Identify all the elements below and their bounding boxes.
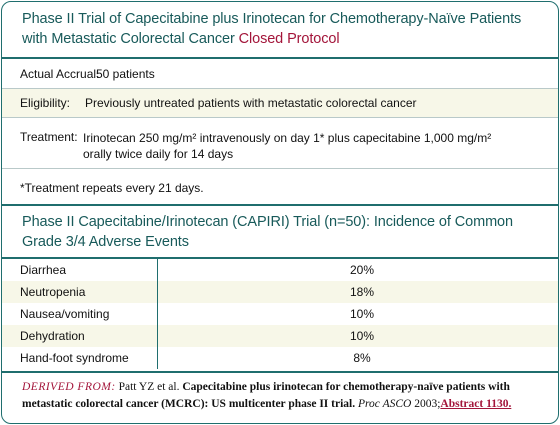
accrual-row: [2, 59, 558, 88]
accrual-value: 50 patients: [96, 67, 155, 81]
event-percent: 18%: [349, 285, 375, 299]
citation-article: Capecitabine plus irinotecan for chemotherapy-naïve patients with metastatic colorectal cancer (MCRC): US multicenter phase II trial.: [22, 381, 510, 410]
treatment-row: [2, 118, 558, 168]
table-bottom-rule: [2, 371, 558, 373]
treatment-label: Treatment:: [20, 130, 78, 144]
treatment-footnote: *Treatment repeats every 21 days.: [20, 181, 204, 195]
accrual-label: Actual Accrual:: [20, 67, 100, 81]
event-name: Neutropenia: [20, 285, 86, 299]
event-name: Hand-foot syndrome: [20, 351, 129, 365]
event-percent: 10%: [349, 307, 375, 321]
event-percent: 20%: [349, 263, 375, 277]
eligibility-label: Eligibility:: [20, 96, 71, 110]
citation-year: 2003;: [414, 398, 441, 410]
section-divider: [2, 204, 558, 206]
table-row: [2, 281, 558, 303]
trial-title: Phase II Trial of Capecitabine plus Irinotecan for Chemotherapy-Naïve Patients with Metastatic Colorectal Cancer: [22, 11, 522, 47]
event-name: Nausea/vomiting: [20, 307, 110, 321]
table-column-divider: [157, 259, 158, 369]
table-row: [2, 259, 558, 281]
derived-from-label: DERIVED FROM:: [22, 381, 116, 393]
event-name: Diarrhea: [20, 263, 67, 277]
event-percent: 8%: [353, 351, 371, 365]
source-citation: [22, 379, 542, 413]
citation-journal: Proc ASCO: [357, 398, 412, 410]
event-name: Dehydration: [20, 329, 85, 343]
table-row: [2, 347, 558, 369]
table-row: [2, 303, 558, 325]
treatment-value: Irinotecan 250 mg/m² intravenously on day 1* plus capecitabine 1,000 mg/m² orally twice daily for 14 days: [83, 131, 492, 161]
page-title: [22, 9, 542, 49]
abstract-link[interactable]: Abstract 1130.: [440, 398, 512, 410]
adverse-events-title: Phase II Capecitabine/Irinotecan (CAPIRI) Trial (n=50): Incidence of Common Grade 3/4 Adverse Events: [22, 214, 513, 250]
protocol-card: [1, 1, 559, 424]
citation-authors: Patt YZ et al.: [118, 381, 180, 393]
eligibility-value: Previously untreated patients with metastatic colorectal cancer: [85, 96, 417, 110]
event-percent: 10%: [349, 329, 375, 343]
table-row: [2, 325, 558, 347]
status-badge: Closed Protocol: [238, 31, 340, 47]
eligibility-row: [2, 89, 558, 117]
footnote-row: [2, 169, 558, 201]
